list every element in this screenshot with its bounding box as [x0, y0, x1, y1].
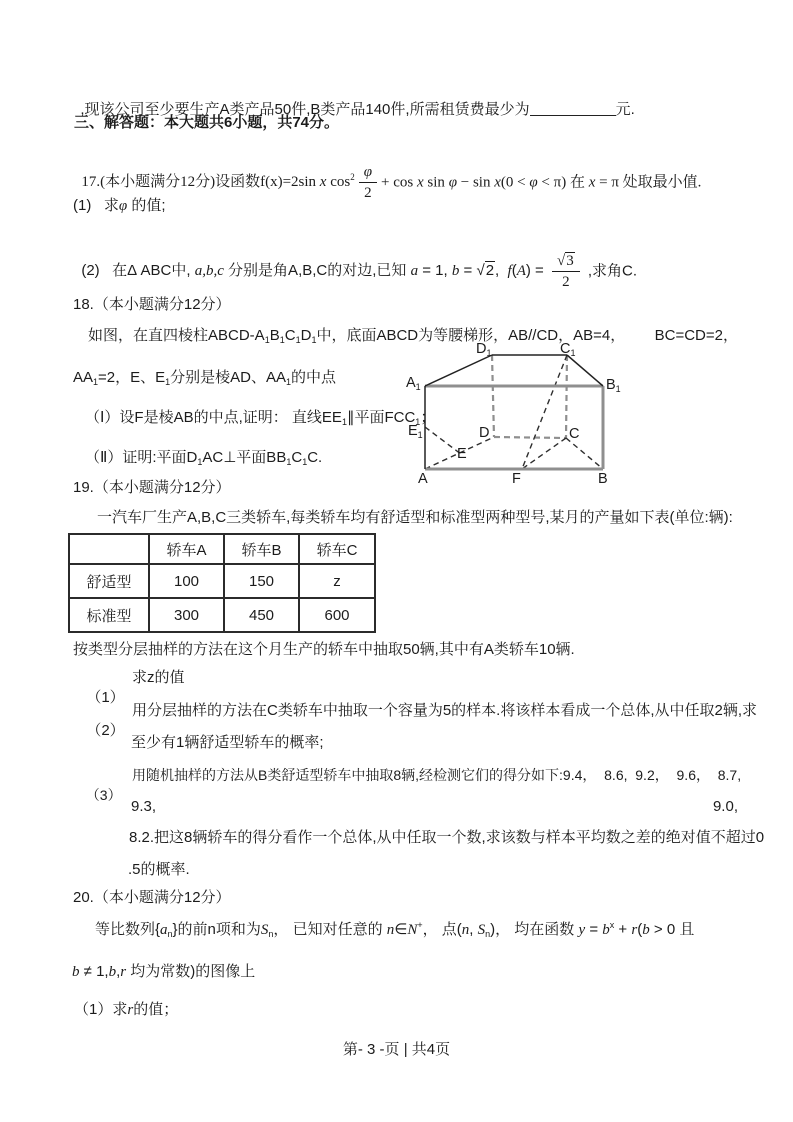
- vertex-label-D1: $D_1$: [476, 341, 492, 358]
- p17-text-b: + cos x sin φ − sin x(0 < φ < π) 在 x = π 处取最小值.: [381, 174, 702, 191]
- score-93: 9.3,: [131, 798, 157, 815]
- production-table: [68, 533, 376, 633]
- fill-blank-unit: 元.: [615, 101, 635, 118]
- p17-fraction-sqrt3-2: $\frac{√3}{2}$: [552, 252, 580, 291]
- p17-part2-text-a: (2) 在Δ ABC中, a,b,c 分别是角A,B,C的对边,已知 a = 1, b = √2, f(A) =: [81, 262, 548, 280]
- problem-19-after-table: 按类型分层抽样的方法在这个月生产的轿车中抽取50辆,其中有A类轿车10辆.: [73, 641, 575, 658]
- fill-blank-text: ,现该公司至少要生产A类产品50件,B类产品140件,所需租赁费最少为: [80, 101, 530, 118]
- problem-17-part1: (1) 求φ 的值;: [73, 197, 166, 214]
- cell-comfort-A: 100: [149, 564, 224, 598]
- problem-18-part1: （Ⅰ）设F是棱AB的中点,证明： 直线$EE_1\parallel$平面$FCC_1$；: [85, 409, 436, 427]
- q3-text: 用随机抽样的方法从B类舒适型轿车中抽取8辆,经检测它们的得分如下:9.4， 8.6, 9.2， 9.6， 8.7,: [132, 767, 742, 783]
- score-90: 9.0,: [712, 798, 738, 815]
- section-header: 三、解答题：本大题共6小题，共74分。: [74, 114, 340, 131]
- problem-19-q3-line2: [131, 797, 738, 817]
- vertex-label-C: C: [569, 426, 580, 442]
- q1-text: 求z的值: [132, 669, 185, 686]
- q2-number: （2）: [86, 722, 125, 739]
- cell-comfort-B: 150: [224, 564, 299, 598]
- vertex-label-A1: $A_1$: [406, 375, 421, 392]
- visible-black-edges: [425, 355, 603, 469]
- problem-19-header: 19.（本小题满分12分）: [73, 479, 231, 496]
- q1-number: （1）: [86, 689, 125, 706]
- problem-19-q2-line1: [78, 701, 758, 741]
- problem-20-q1: （1）求r的值；: [74, 1001, 179, 1018]
- p18-para1-left: 如图，在直四棱柱ABCD-$A_1B_1C_1D_1$中，底面ABCD为等腰梯形，AB//CD，AB=4，: [88, 327, 626, 345]
- q3-number: （3）: [85, 787, 122, 803]
- vertex-label-E1: $E_1$: [408, 423, 423, 440]
- problem-20-para1: 等比数列$\{a_n\}$的前n项和为$S_n$， 已知对任意的 n∈N+， 点(n, $S_n$)， 均在函数 $y = b^x + r(b > 0$ 且: [95, 920, 695, 939]
- cell-standard-C: 600: [299, 598, 375, 632]
- answer-blank: [530, 100, 616, 116]
- p18-para1-right: BC=CD=2，: [654, 327, 738, 344]
- p17-text-a: 17.(本小题满分12分)设函数f(x)=2sin x $\cos^2$: [81, 172, 355, 191]
- table-header-empty: [69, 534, 149, 564]
- problem-19-q3-line4: .5的概率.: [128, 861, 190, 878]
- prism-figure-lines: [400, 342, 692, 494]
- cell-standard-B: 450: [224, 598, 299, 632]
- problem-19-q2-line2: 至少有1辆舒适型轿车的概率;: [131, 734, 324, 751]
- hidden-gray-edges: [492, 355, 567, 438]
- table-row: [69, 598, 375, 632]
- cell-standard-A: 300: [149, 598, 224, 632]
- prism-figure: [400, 342, 692, 494]
- page-footer: 第- 3 -页 | 共4页: [342, 1041, 451, 1058]
- vertex-label-B1: $B_1$: [606, 377, 621, 394]
- table-row: [69, 564, 375, 598]
- table-header-carB: 轿车B: [224, 534, 299, 564]
- problem-18-header: 18.（本小题满分12分）: [73, 296, 231, 313]
- problem-18-part2: （Ⅱ）证明:平面$D_1AC\perp$平面$BB_1C_1C$.: [85, 449, 323, 467]
- vertex-label-E: E: [457, 446, 467, 462]
- vertex-label-B: B: [598, 471, 608, 487]
- table-header-carC: 轿车C: [299, 534, 375, 564]
- p17-fraction-phi-2: $\frac{\varphi}{2}$: [359, 163, 377, 202]
- cell-comfort-C: z: [299, 564, 375, 598]
- vertex-label-F: F: [512, 471, 521, 487]
- hidden-black-edges: [425, 355, 603, 469]
- problem-20-para2: b ≠ 1,b,r 均为常数)的图像上: [72, 963, 256, 980]
- problem-18-para2: $AA_1=2$，E、$E_1$分别是棱AD、$AA_1$的中点: [73, 369, 337, 387]
- problem-19-q3-line1: [78, 765, 742, 805]
- table-header-carA: 轿车A: [149, 534, 224, 564]
- vertex-label-C1: $C_1$: [560, 341, 576, 358]
- problem-19-q3-line3: 8.2.把这8辆轿车的得分看作一个总体,从中任取一个数,求该数与样本平均数之差的绝对值不超过0: [129, 829, 765, 846]
- row-label-standard: 标准型: [69, 598, 149, 632]
- problem-17-part2: [73, 232, 637, 291]
- vertex-label-A: A: [418, 471, 428, 487]
- q2-text: 用分层抽样的方法在C类轿车中抽取一个容量为5的样本.将该样本看成一个总体,从中任取2辆,求: [132, 702, 758, 719]
- p17-part2-text-b: ,求角C.: [583, 262, 638, 280]
- table-header-row: [69, 534, 375, 564]
- problem-20-header: 20.（本小题满分12分）: [73, 889, 231, 906]
- vertex-label-D: D: [479, 425, 490, 441]
- problem-17-statement: [73, 143, 701, 202]
- row-label-comfort: 舒适型: [69, 564, 149, 598]
- problem-19-intro: 一汽车厂生产A,B,C三类轿车,每类轿车均有舒适型和标准型两种型号,某月的产量如下表(单位:辆):: [97, 509, 733, 526]
